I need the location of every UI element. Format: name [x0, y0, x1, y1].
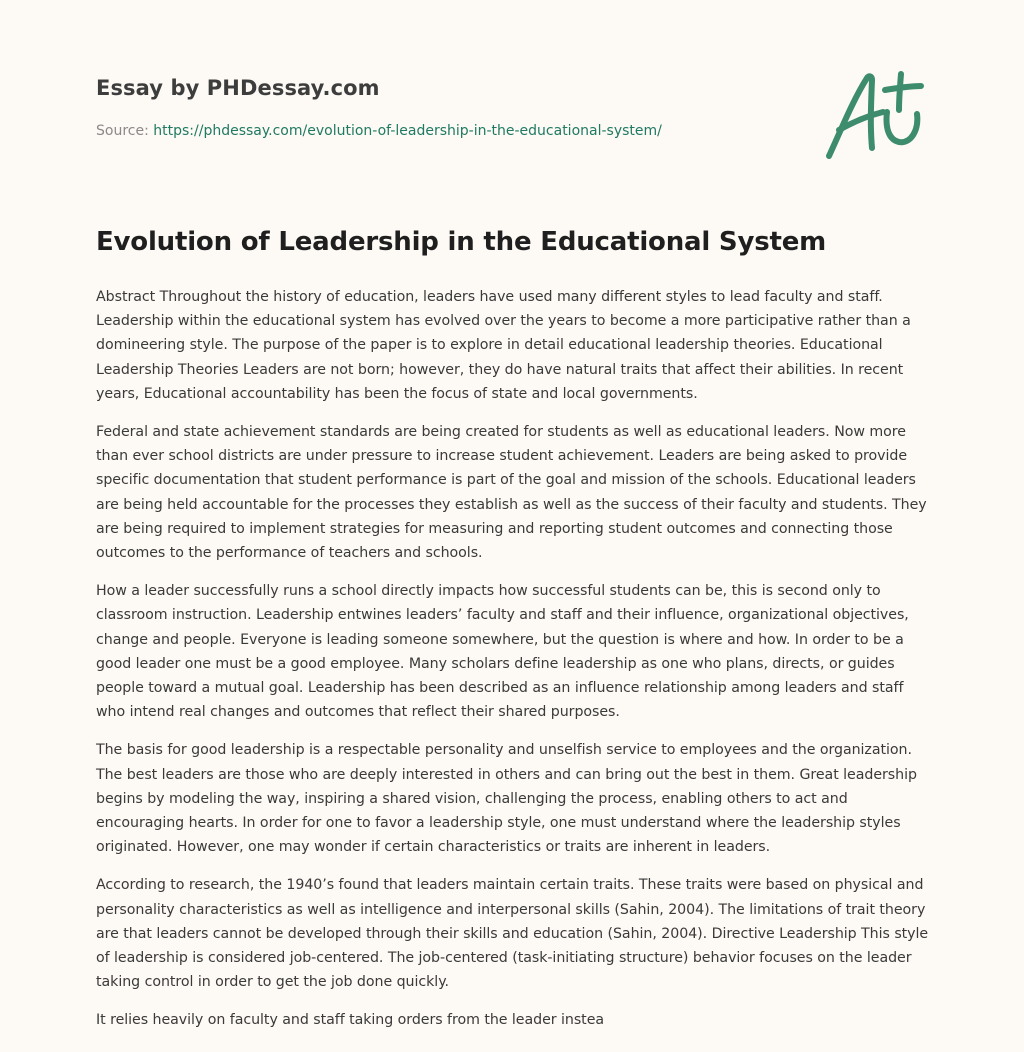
essay-paragraph: According to research, the 1940’s found that leaders maintain certain traits. These traits were based on physical and personality characteristics as well as intelligence and interpersonal skills (Sahin, 2004). The limitations of trait theory are that leaders cannot be developed through their skills and education (Sahin, 2004). Directive Leadership This style of leadership is considered job-centered. The job-centered (task-initiating structure) behavior focuses on the leader taking control in order to get the job done quickly. — [96, 877, 929, 991]
source-link[interactable]: https://phdessay.com/evolution-of-leadership-in-the-educational-system/ — [153, 123, 662, 139]
source-label: Source: — [96, 123, 154, 139]
essay-paragraph: Abstract Throughout the history of education, leaders have used many different styles to lead faculty and staff. Leadership within the educational system has evolved over the years to become a more participative rather than a domineering style. The purpose of the paper is to explore in detail educational leadership theories. Educational Leadership Theories Leaders are not born; however, they do have natural traits that affect their abilities. In recent years, Educational accountability has been the focus of state and local governments. — [96, 289, 911, 402]
a-plus-icon — [823, 68, 927, 164]
essay-title: Evolution of Leadership in the Educational System — [96, 227, 827, 257]
site-title: Essay by PHDessay.com — [96, 76, 380, 100]
essay-paragraph: It relies heavily on faculty and staff taking orders from the leader instea — [96, 1012, 605, 1029]
essay-body — [96, 285, 932, 1047]
essay-paragraph: The basis for good leadership is a respectable personality and unselfish service to employees and the organization. The best leaders are those who are deeply interested in others and can bring out the best in them. Great leadership begins by modeling the way, inspiring a shared vision, challenging the process, enabling others to act and encouraging hearts. In order for one to favor a leadership style, one must understand where the leadership styles originated. However, one may wonder if certain characteristics or traits are inherent in leaders. — [96, 742, 917, 856]
essay-paragraph: How a leader successfully runs a school directly impacts how successful students can be, this is second only to classroom instruction. Leadership entwines leaders’ faculty and staff and their influence, organizational objectives, change and people. Everyone is leading someone somewhere, but the question is where and how. In order to be a good leader one must be a good employee. Many scholars define leadership as one who plans, directs, or guides people toward a mutual goal. Leadership has been described as an influence relationship among leaders and staff who intend real changes and outcomes that reflect their shared purposes. — [96, 583, 909, 721]
essay-page — [96, 0, 932, 1052]
page-header — [96, 76, 932, 156]
essay-paragraph: Federal and state achievement standards are being created for students as well as educational leaders. Now more than ever school districts are under pressure to increase student achievement. Leaders are being asked to provide specific documentation that student performance is part of the goal and mission of the schools. Educational leaders are being held accountable for the processes they establish as well as the success of their faculty and students. They are being required to implement strategies for measuring and reporting student outcomes and connecting those outcomes to the performance of teachers and schools. — [96, 424, 927, 562]
source-line — [96, 123, 662, 139]
